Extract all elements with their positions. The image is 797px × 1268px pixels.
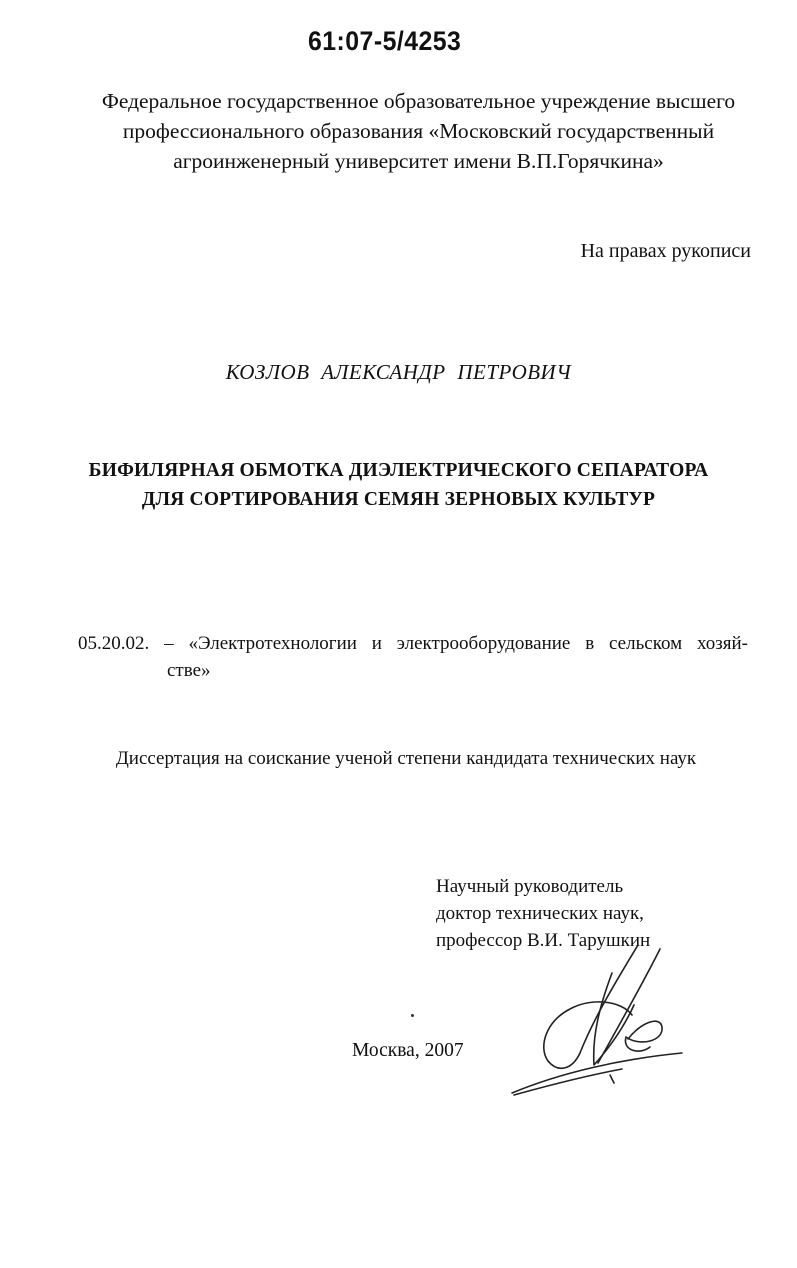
supervisor-role: Научный руководитель (436, 876, 624, 897)
city-year: Москва, 2007 (352, 1040, 464, 1061)
rights-note: На правах рукописи (580, 240, 751, 262)
specialty-line-1: 05.20.02. – «Электротехнологии и электрооборудование в сельском хозяй- (78, 633, 748, 654)
handwritten-signature-icon (500, 935, 690, 1105)
scan-speck (411, 1014, 414, 1017)
institution-line-2: профессионального образования «Московский государственный (122, 119, 715, 143)
supervisor-name: профессор В.И. Тарушкин (436, 930, 651, 951)
dissertation-title (0, 456, 797, 514)
archive-stamp: 61:07-5/4253 (308, 26, 462, 56)
title-line-1: БИФИЛЯРНАЯ ОБМОТКА ДИЭЛЕКТРИЧЕСКОГО СЕПАРАТОРА (88, 460, 709, 481)
institution-name (40, 86, 797, 176)
institution-line-1: Федеральное государственное образовательное учреждение высшего (101, 89, 736, 113)
supervisor-degree: доктор технических наук, (436, 903, 644, 924)
institution-line-3: агроинженерный университет имени В.П.Горячкина» (173, 149, 664, 173)
specialty-line-2: стве» (167, 660, 211, 681)
author-name: КОЗЛОВ АЛЕКСАНДР ПЕТРОВИЧ (225, 360, 572, 384)
degree-statement: Диссертация на соискание ученой степени кандидата технических наук (115, 748, 697, 769)
title-line-2: ДЛЯ СОРТИРОВАНИЯ СЕМЯН ЗЕРНОВЫХ КУЛЬТУР (141, 489, 656, 510)
